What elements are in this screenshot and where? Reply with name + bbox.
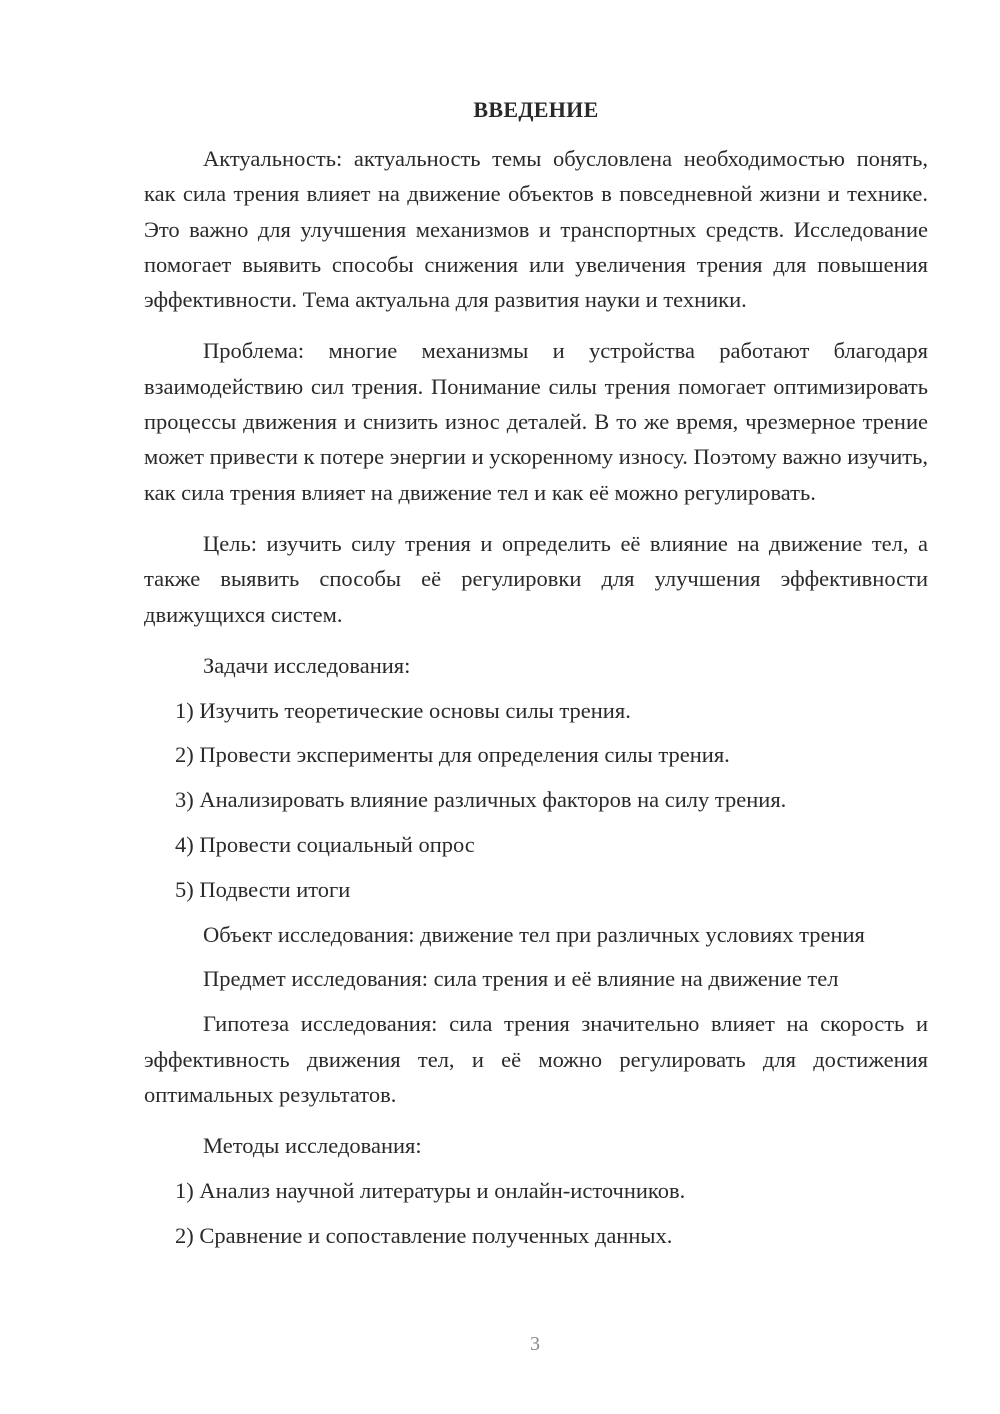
- task-item: 5) Подвести итоги: [175, 876, 351, 902]
- research-object: Объект исследования: движение тел при различных условиях трения: [203, 921, 865, 947]
- tasks-title: Задачи исследования:: [203, 652, 411, 678]
- page-number: 3: [530, 1333, 540, 1355]
- goal-paragraph: Цель: изучить силу трения и определить её влияние на движение тел, а также выявить способы её регулировки для улучшения эффективности движущихся систем.: [144, 530, 928, 627]
- research-subject: Предмет исследования: сила трения и её влияние на движение тел: [203, 966, 839, 992]
- page-body: [144, 92, 928, 1263]
- task-item: 1) Изучить теоретические основы силы трения.: [175, 697, 631, 723]
- relevance-paragraph: Актуальность: актуальность темы обусловлена необходимостью понять, как сила трения влияет на движение объектов в повседневной жизни и технике. Это важно для улучшения механизмов и транспортных средств. Исследование помогает выявить способы снижения или увеличения трения для повышения эффективности. Тема актуальна для развития науки и техники.: [144, 146, 928, 313]
- methods-title: Методы исследования:: [203, 1133, 422, 1159]
- task-item: 2) Провести эксперименты для определения силы трения.: [175, 742, 730, 768]
- method-item: 2) Сравнение и сопоставление полученных данных.: [175, 1222, 673, 1248]
- task-item: 4) Провести социальный опрос: [175, 832, 475, 858]
- problem-paragraph: Проблема: многие механизмы и устройства работают благодаря взаимодействию сил трения. Понимание силы трения помогает оптимизировать процессы движения и снизить износ деталей. В то же время, чрезмерное трение может привести к потере энергии и ускоренному износу. Поэтому важно изучить, как сила трения влияет на движение тел и как её можно регулировать.: [144, 338, 928, 505]
- section-heading: ВВЕДЕНИЕ: [473, 97, 599, 122]
- task-item: 3) Анализировать влияние различных факторов на силу трения.: [175, 787, 787, 813]
- method-item: 1) Анализ научной литературы и онлайн-источников.: [175, 1177, 686, 1203]
- hypothesis-paragraph: Гипотеза исследования: сила трения значительно влияет на скорость и эффективность движения тел, и её можно регулировать для достижения оптимальных результатов.: [144, 1011, 928, 1107]
